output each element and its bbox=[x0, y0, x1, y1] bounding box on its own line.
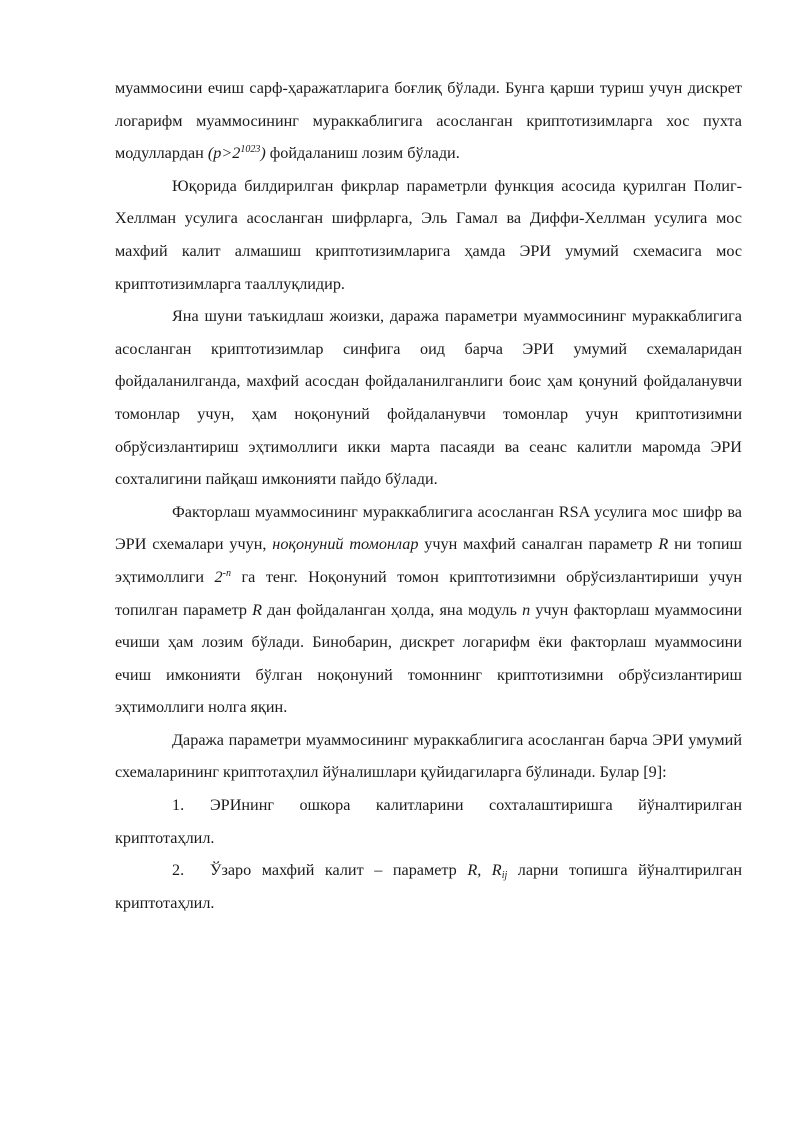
paragraph-5: Даража параметри муаммосининг мураккаблигига асосланган барча ЭРИ умумий схемаларининг криптотаҳлил йўналишлари қуйидагиларга бўлинади. Булар [9]: bbox=[115, 730, 742, 782]
paragraph-1: муаммосини ечиш сарф-ҳаражатларига боғлиқ бўлади. Бунга қарши туриш учун дискрет логарифм муаммосининг мураккаблигига асосланган криптотизимларга хос пухта модуллардан $(p>2^{1023})$ фойдаланиш лозим бўлади. bbox=[115, 79, 742, 163]
param-R: R bbox=[658, 535, 669, 554]
list-item-2: 2. Ўзаро махфий калит – параметр R, $R_{ij}$ ларни топишга йўналтирилган криптотаҳлил. bbox=[115, 854, 742, 919]
document-page bbox=[115, 72, 742, 919]
emphasis-illegal-parties: ноқонуний томонлар bbox=[272, 535, 419, 554]
param-Rij: $R_{ij}$ bbox=[491, 861, 508, 882]
param-R-2: R bbox=[252, 600, 262, 619]
formula-p-bound: $(p>2^{1023})$ bbox=[207, 144, 266, 163]
paragraph-3: Яна шуни таъкидлаш жоизки, даража параметри муаммосининг мураккаблигига асосланган криптотизимлар синфига оид барча ЭРИ умумий схемаларидан фойдаланилганда, махфий асосдан фойдаланилганлиги боис ҳам қонуний фойдаланувчи томонлар учун, ҳам ноқонуний фойдаланувчи томонлар учун криптотизимни обрўсизлантириш эҳтимоллиги икки марта пасаяди ва сеанс калитли маромда ЭРИ сохталигини пайқаш имконияти пайдо бўлади. bbox=[115, 307, 742, 489]
list-number: 2. bbox=[172, 861, 185, 880]
param-n: n bbox=[522, 600, 531, 619]
formula-2-pow-neg-n: $2^{-n}$ bbox=[214, 567, 231, 586]
param-R: R bbox=[467, 861, 478, 880]
list-number: 1. bbox=[172, 796, 185, 815]
paragraph-2: Юқорида билдирилган фикрлар параметрли функция асосида қурилган Полиг-Хеллман усулига асосланган шифрларга, Эль Гамал ва Диффи-Хеллман усулига мос махфий калит алмашиш криптотизимларига ҳамда ЭРИ умумий схемасига мос криптотизимларга тааллуқлидир. bbox=[115, 176, 742, 293]
paragraph-4: Факторлаш муаммосининг мураккаблигига асосланган RSA усулига мос шифр ва ЭРИ схемалари учун, ноқонуний томонлар учун махфий саналган параметр R ни топиш эҳтимоллиги $2^{-n}$ га тенг. Ноқонуний томон криптотизимни обрўсизлантириши учун топилган параметр R дан фойдаланган ҳолда, яна модуль n учун факторлаш муаммосини ечиши ҳам лозим бўлади. Бинобарин, дискрет логарифм ёки факторлаш муаммосини ечиш имконияти бўлган ноқонуний томоннинг криптотизимни обрўсизлантириш эҳтимоллиги нолга яқин. bbox=[115, 502, 742, 717]
list-item-1: 1. ЭРИнинг ошкора калитларини сохталаштиришга йўналтирилган криптотаҳлил. bbox=[115, 789, 742, 854]
